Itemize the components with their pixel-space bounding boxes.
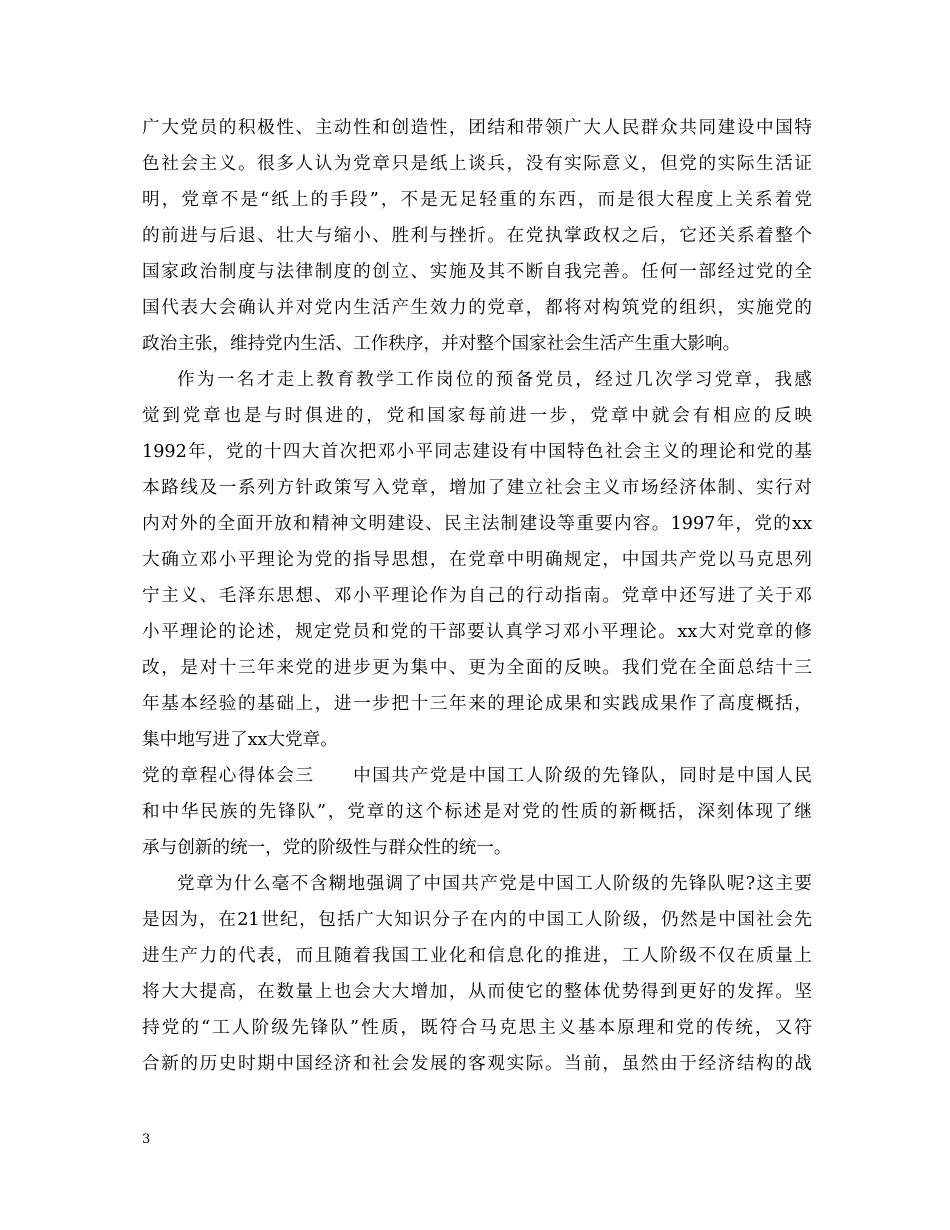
text-line: 内对外的全面开放和精神文明建设、民主法制建设等重要内容。1997年，党的xx [142,514,812,534]
text-line: 大确立邓小平理论为党的指导思想，在党章中明确规定，中国共产党以马克思列 [142,550,812,570]
text-line: 1992年，党的十四大首次把邓小平同志建设有中国特色社会主义的理论和党的基 [142,442,812,462]
text-line: 是因为，在21世纪，包括广大知识分子在内的中国工人阶级，仍然是中国社会先 [142,910,812,930]
text-line: 国家政治制度与法律制度的创立、实施及其不断自我完善。任何一部经过党的全 [142,262,812,282]
text-line: 明，党章不是“纸上的手段”，不是无足轻重的东西，而是很大程度上关系着党 [142,190,812,210]
section-heading-line: 党的章程心得体会三 中国共产党是中国工人阶级的先锋队，同时是中国人民 [142,766,812,786]
paragraph-first-line: 作为一名才走上教育教学工作岗位的预备党员，经过几次学习党章，我感 [177,370,812,390]
text-line: 合新的历史时期中国经济和社会发展的客观实际。当前，虽然由于经济结构的战 [142,1054,812,1074]
text-line: 和中华民族的先锋队”，党章的这个标述是对党的性质的新概括，深刻体现了继 [142,802,812,822]
text-line: 国代表大会确认并对党内生活产生效力的党章，都将对构筑党的组织，实施党的 [142,298,812,318]
text-line: 的前进与后退、壮大与缩小、胜利与挫折。在党执掌政权之后，它还关系着整个 [142,226,812,246]
text-line: 集中地写进了xx大党章。 [142,730,338,750]
page-number: 3 [142,1132,151,1147]
text-line: 宁主义、毛泽东思想、邓小平理论作为自己的行动指南。党章中还写进了关于邓 [142,586,812,606]
paragraph-first-line: 党章为什么毫不含糊地强调了中国共产党是中国工人阶级的先锋队呢?这主要 [177,874,812,894]
text-line: 承与创新的统一，党的阶级性与群众性的统一。 [142,838,512,858]
text-line: 政治主张，维持党内生活、工作秩序，并对整个国家社会生活产生重大影响。 [142,334,741,354]
text-line: 觉到党章也是与时俱进的，党和国家每前进一步，党章中就会有相应的反映 [142,406,812,426]
text-line: 将大大提高，在数量上也会大大增加，从而使它的整体优势得到更好的发挥。坚 [142,982,812,1002]
text-line: 本路线及一系列方针政策写入党章，增加了建立社会主义市场经济体制、实行对 [142,478,812,498]
text-line: 持党的“工人阶级先锋队”性质，既符合马克思主义基本原理和党的传统，又符 [142,1018,812,1038]
text-line: 进生产力的代表，而且随着我国工业化和信息化的推进，工人阶级不仅在质量上 [142,946,812,966]
text-line: 小平理论的论述，规定党员和党的干部要认真学习邓小平理论。xx大对党章的修 [142,622,812,642]
text-line: 广大党员的积极性、主动性和创造性，团结和带领广大人民群众共同建设中国特 [142,118,812,138]
text-line: 色社会主义。很多人认为党章只是纸上谈兵，没有实际意义，但党的实际生活证 [142,154,812,174]
text-line: 年基本经验的基础上，进一步把十三年来的理论成果和实践成果作了高度概括， [142,694,812,714]
text-line: 改，是对十三年来党的进步更为集中、更为全面的反映。我们党在全面总结十三 [142,658,812,678]
